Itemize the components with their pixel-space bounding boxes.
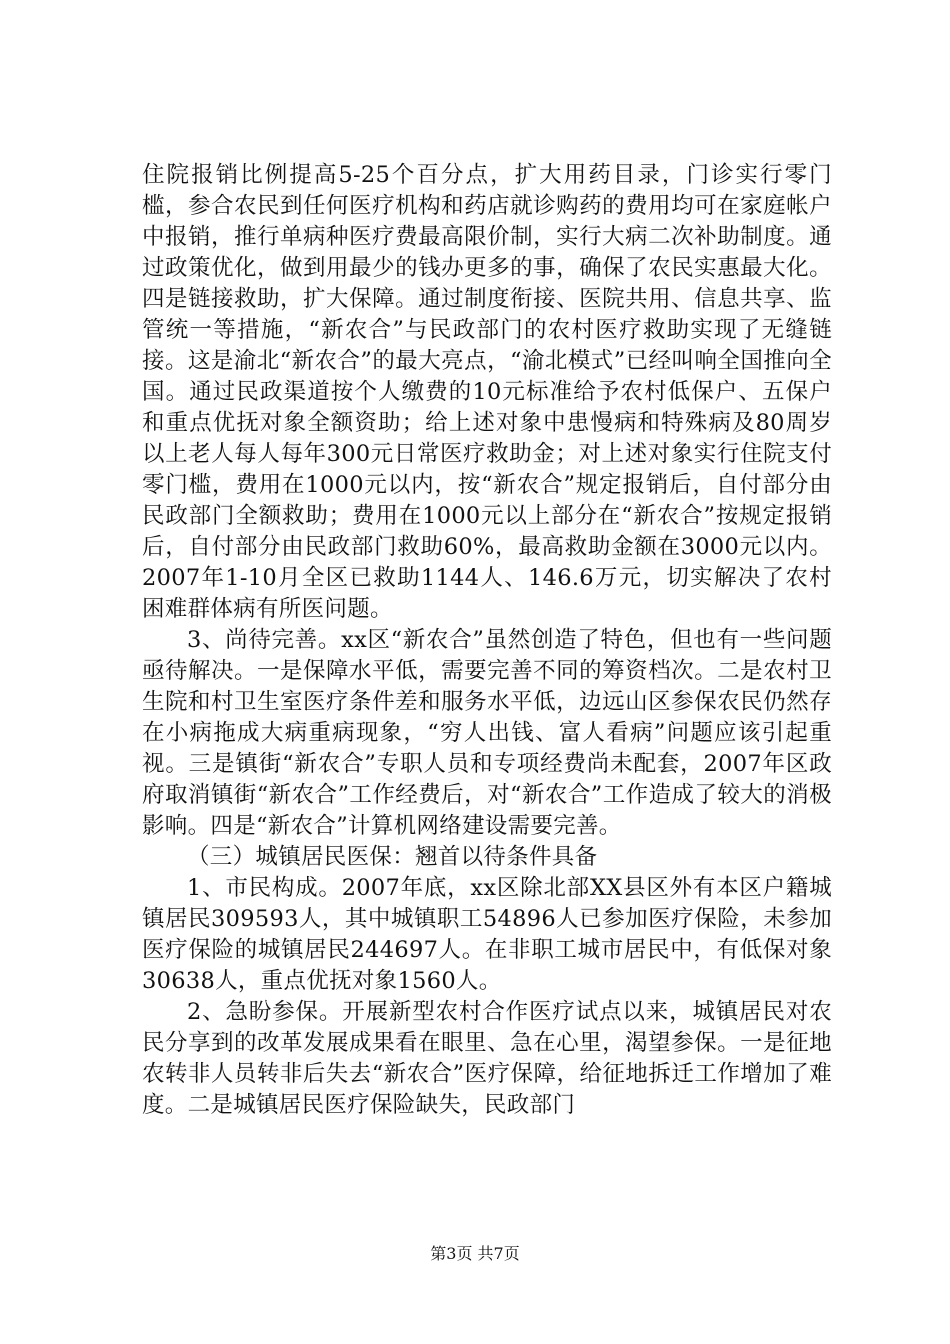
body-text: [142, 160, 832, 1121]
paragraph-citizen-composition: 1、市民构成。2007年底，xx区除北部XX县区外有本区户籍城镇居民309593人，其中城镇职工54896人已参加医疗保险，未参加医疗保险的城镇居民244697人。在非职工城市居民中，有低保对象30638人，重点优抚对象1560人。: [142, 875, 832, 994]
paragraph-to-be-improved: 3、尚待完善。xx区“新农合”虽然创造了特色，但也有一些问题亟待解决。一是保障水平低，需要完善不同的筹资档次。二是农村卫生院和村卫生室医疗条件差和服务水平低，边远山区参保农民仍然存在小病拖成大病重病现象，“穷人出钱、富人看病”问题应该引起重视。三是镇街“新农合”专职人员和专项经费尚未配套，2007年区政府取消镇街“新农合”工作经费后，对“新农合”工作造成了较大的消极影响。四是“新农合”计算机网络建设需要完善。: [142, 627, 832, 839]
paragraph-reimbursement: 住院报销比例提高5-25个百分点，扩大用药目录，门诊实行零门槛，参合农民到任何医疗机构和药店就诊购药的费用均可在家庭帐户中报销，推行单病种医疗费最高限价制，实行大病二次补助制度。通过政策优化，做到用最少的钱办更多的事，确保了农民实惠最大化。四是链接救助，扩大保障。通过制度衔接、医院共用、信息共享、监管统一等措施，“新农合”与民政部门的农村医疗救助实现了无缝链接。这是渝北“新农合”的最大亮点，“渝北模式”已经叫响全国推向全国。通过民政渠道按个人缴费的10元标准给予农村低保户、五保户和重点优抚对象全额资助；给上述对象中患慢病和特殊病及80周岁以上老人每人每年300元日常医疗救助金；对上述对象实行住院支付零门槛，费用在1000元以内，按“新农合”规定报销后，自付部分由民政部门全额救助；费用在1000元以上部分在“新农合”按规定报销后，自付部分由民政部门救助60%，最高救助金额在3000元以内。2007年1-10月全区已救助1144人、146.6万元，切实解决了农村困难群体病有所医问题。: [142, 162, 832, 622]
paragraph-eager-to-enroll: 2、急盼参保。开展新型农村合作医疗试点以来，城镇居民对农民分享到的改革发展成果看在眼里、急在心里，渴望参保。一是征地农转非人员转非后失去“新农合”医疗保障，给征地拆迁工作增加了难度。二是城镇居民医疗保险缺失，民政部门: [142, 999, 832, 1118]
section-heading-urban-insurance: （三）城镇居民医保：翘首以待条件具备: [187, 844, 598, 870]
page-number-footer: 第3页 共7页: [430, 1244, 520, 1263]
